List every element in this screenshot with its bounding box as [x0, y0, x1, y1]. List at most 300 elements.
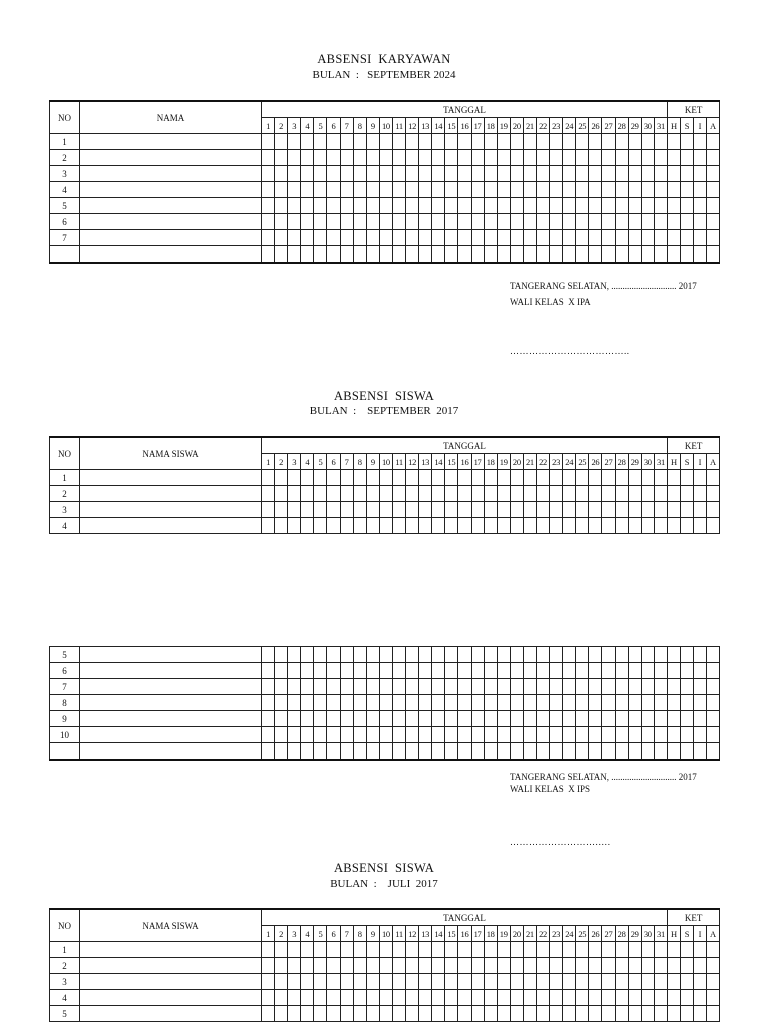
- attendance-cell: [314, 679, 327, 695]
- ket-cell: [694, 942, 707, 958]
- attendance-cell: [497, 679, 510, 695]
- attendance-cell: [419, 647, 432, 663]
- attendance-cell: [432, 486, 445, 502]
- attendance-cell: [628, 518, 641, 534]
- attendance-cell: [536, 470, 549, 486]
- attendance-cell: [379, 942, 392, 958]
- ket-cell: [707, 470, 720, 486]
- sign2-role: WALI KELAS X IPS: [510, 784, 590, 794]
- attendance-cell: [602, 974, 615, 990]
- attendance-cell: [654, 518, 667, 534]
- attendance-cell: [262, 647, 275, 663]
- attendance-cell: [419, 711, 432, 727]
- ket-cell: [707, 974, 720, 990]
- attendance-cell: [301, 182, 314, 198]
- attendance-cell: [379, 518, 392, 534]
- attendance-cell: [353, 470, 366, 486]
- ket-header: A: [707, 454, 720, 470]
- attendance-cell: [366, 958, 379, 974]
- attendance-cell: [458, 958, 471, 974]
- attendance-cell: [628, 166, 641, 182]
- attendance-cell: [550, 214, 563, 230]
- row-number: 10: [50, 727, 80, 743]
- attendance-cell: [641, 502, 654, 518]
- attendance-cell: [471, 470, 484, 486]
- attendance-cell: [628, 502, 641, 518]
- row-number: 3: [50, 974, 80, 990]
- attendance-cell: [392, 647, 405, 663]
- date-header: 23: [550, 118, 563, 134]
- attendance-cell: [458, 990, 471, 1006]
- date-header: 26: [589, 118, 602, 134]
- attendance-cell: [419, 974, 432, 990]
- attendance-cell: [628, 198, 641, 214]
- attendance-cell: [563, 663, 576, 679]
- attendance-cell: [510, 743, 523, 761]
- ket-cell: [668, 246, 681, 264]
- ket-cell: [707, 166, 720, 182]
- attendance-cell: [523, 695, 536, 711]
- attendance-cell: [497, 150, 510, 166]
- attendance-cell: [314, 958, 327, 974]
- attendance-cell: [262, 470, 275, 486]
- ket-cell: [668, 150, 681, 166]
- attendance-cell: [589, 230, 602, 246]
- attendance-cell: [353, 182, 366, 198]
- attendance-cell: [523, 246, 536, 264]
- attendance-cell: [419, 134, 432, 150]
- attendance-cell: [589, 134, 602, 150]
- date-header: 20: [510, 926, 523, 942]
- attendance-cell: [419, 942, 432, 958]
- attendance-cell: [406, 711, 419, 727]
- attendance-cell: [432, 150, 445, 166]
- attendance-cell: [392, 230, 405, 246]
- attendance-cell: [406, 743, 419, 761]
- attendance-cell: [458, 150, 471, 166]
- attendance-cell: [536, 230, 549, 246]
- attendance-cell: [550, 230, 563, 246]
- row-number: 1: [50, 942, 80, 958]
- attendance-cell: [340, 134, 353, 150]
- ket-cell: [680, 711, 693, 727]
- attendance-cell: [615, 974, 628, 990]
- attendance-cell: [366, 214, 379, 230]
- attendance-cell: [484, 182, 497, 198]
- row-number: 7: [50, 230, 80, 246]
- ket-header: I: [694, 454, 707, 470]
- ket-cell: [694, 150, 707, 166]
- attendance-cell: [392, 990, 405, 1006]
- row-number: 4: [50, 182, 80, 198]
- attendance-cell: [301, 647, 314, 663]
- attendance-cell: [484, 150, 497, 166]
- attendance-cell: [471, 518, 484, 534]
- attendance-cell: [589, 470, 602, 486]
- ket-cell: [694, 958, 707, 974]
- attendance-cell: [458, 1006, 471, 1022]
- attendance-cell: [458, 470, 471, 486]
- attendance-cell: [654, 246, 667, 264]
- attendance-cell: [523, 679, 536, 695]
- date-header: 6: [327, 454, 340, 470]
- attendance-cell: [589, 974, 602, 990]
- attendance-cell: [301, 695, 314, 711]
- attendance-cell: [654, 727, 667, 743]
- attendance-cell: [602, 214, 615, 230]
- date-header: 13: [419, 926, 432, 942]
- row-number: 4: [50, 990, 80, 1006]
- attendance-cell: [262, 974, 275, 990]
- attendance-cell: [327, 743, 340, 761]
- attendance-cell: [628, 470, 641, 486]
- name-cell: [80, 990, 262, 1006]
- attendance-cell: [262, 727, 275, 743]
- attendance-cell: [536, 246, 549, 264]
- attendance-cell: [366, 990, 379, 1006]
- attendance-cell: [301, 974, 314, 990]
- ket-cell: [668, 486, 681, 502]
- attendance-cell: [445, 679, 458, 695]
- col-header-name: NAMA: [80, 101, 262, 134]
- attendance-cell: [340, 1006, 353, 1022]
- date-header: 28: [615, 118, 628, 134]
- attendance-cell: [615, 695, 628, 711]
- date-header: 1: [262, 118, 275, 134]
- attendance-cell: [563, 647, 576, 663]
- ket-cell: [680, 743, 693, 761]
- date-header: 19: [497, 454, 510, 470]
- attendance-cell: [353, 246, 366, 264]
- attendance-cell: [536, 150, 549, 166]
- attendance-cell: [536, 166, 549, 182]
- col-header-no: NO: [50, 101, 80, 134]
- attendance-cell: [392, 974, 405, 990]
- attendance-cell: [641, 150, 654, 166]
- attendance-cell: [563, 166, 576, 182]
- ket-cell: [681, 134, 694, 150]
- table-row: [50, 743, 720, 761]
- row-number: 2: [50, 486, 80, 502]
- attendance-cell: [458, 695, 471, 711]
- attendance-cell: [458, 134, 471, 150]
- ket-cell: [680, 647, 693, 663]
- attendance-cell: [510, 166, 523, 182]
- attendance-cell: [497, 727, 510, 743]
- ket-cell: [707, 502, 720, 518]
- date-header: 11: [392, 118, 405, 134]
- attendance-cell: [275, 1006, 288, 1022]
- attendance-cell: [301, 942, 314, 958]
- attendance-cell: [654, 958, 667, 974]
- attendance-cell: [366, 518, 379, 534]
- attendance-cell: [602, 990, 615, 1006]
- ket-cell: [668, 134, 681, 150]
- attendance-cell: [288, 214, 301, 230]
- attendance-cell: [406, 679, 419, 695]
- attendance-cell: [301, 958, 314, 974]
- ket-cell: [681, 198, 694, 214]
- attendance-cell: [353, 990, 366, 1006]
- attendance-cell: [392, 663, 405, 679]
- attendance-cell: [563, 246, 576, 264]
- attendance-cell: [615, 711, 628, 727]
- attendance-cell: [327, 518, 340, 534]
- attendance-cell: [406, 166, 419, 182]
- ket-header: A: [707, 926, 720, 942]
- attendance-cell: [392, 182, 405, 198]
- attendance-cell: [628, 1006, 641, 1022]
- attendance-cell: [523, 990, 536, 1006]
- date-header: 1: [262, 926, 275, 942]
- attendance-cell: [353, 711, 366, 727]
- attendance-cell: [576, 198, 589, 214]
- attendance-cell: [392, 679, 405, 695]
- attendance-cell: [392, 1006, 405, 1022]
- ket-cell: [668, 518, 681, 534]
- attendance-cell: [406, 942, 419, 958]
- date-header: 3: [288, 926, 301, 942]
- attendance-cell: [576, 743, 589, 761]
- attendance-cell: [392, 470, 405, 486]
- attendance-cell: [550, 663, 563, 679]
- attendance-cell: [392, 486, 405, 502]
- attendance-cell: [615, 182, 628, 198]
- attendance-cell: [641, 470, 654, 486]
- date-header: 13: [419, 118, 432, 134]
- attendance-cell: [602, 958, 615, 974]
- attendance-cell: [366, 182, 379, 198]
- attendance-cell: [497, 942, 510, 958]
- attendance-cell: [602, 647, 615, 663]
- attendance-cell: [523, 727, 536, 743]
- attendance-cell: [654, 182, 667, 198]
- attendance-cell: [510, 518, 523, 534]
- attendance-cell: [510, 974, 523, 990]
- date-header: 3: [288, 118, 301, 134]
- attendance-cell: [275, 246, 288, 264]
- attendance-cell: [301, 727, 314, 743]
- attendance-cell: [275, 695, 288, 711]
- attendance-cell: [406, 246, 419, 264]
- row-number: 7: [50, 679, 80, 695]
- attendance-cell: [406, 958, 419, 974]
- attendance-cell: [366, 663, 379, 679]
- attendance-cell: [288, 695, 301, 711]
- attendance-cell: [366, 134, 379, 150]
- attendance-cell: [275, 518, 288, 534]
- attendance-cell: [445, 663, 458, 679]
- attendance-cell: [484, 711, 497, 727]
- attendance-cell: [536, 727, 549, 743]
- row-number: 6: [50, 663, 80, 679]
- attendance-cell: [392, 695, 405, 711]
- attendance-cell: [641, 518, 654, 534]
- attendance-cell: [327, 1006, 340, 1022]
- attendance-cell: [419, 743, 432, 761]
- attendance-cell: [576, 502, 589, 518]
- attendance-cell: [340, 958, 353, 974]
- attendance-cell: [654, 230, 667, 246]
- ket-cell: [667, 711, 680, 727]
- attendance-cell: [654, 711, 667, 727]
- attendance-cell: [589, 679, 602, 695]
- attendance-cell: [654, 663, 667, 679]
- attendance-cell: [445, 502, 458, 518]
- ket-header: I: [694, 926, 707, 942]
- attendance-cell: [563, 679, 576, 695]
- attendance-cell: [497, 974, 510, 990]
- attendance-cell: [641, 182, 654, 198]
- attendance-cell: [550, 134, 563, 150]
- ket-cell: [706, 647, 719, 663]
- attendance-cell: [510, 695, 523, 711]
- attendance-cell: [550, 974, 563, 990]
- attendance-cell: [471, 150, 484, 166]
- date-header: 8: [353, 926, 366, 942]
- attendance-cell: [445, 198, 458, 214]
- attendance-cell: [536, 695, 549, 711]
- sign1-role: WALI KELAS X IPA: [510, 297, 591, 307]
- ket-cell: [668, 958, 681, 974]
- ket-cell: [693, 647, 706, 663]
- attendance-cell: [615, 230, 628, 246]
- table-row: [50, 647, 720, 663]
- attendance-cell: [314, 942, 327, 958]
- attendance-cell: [275, 134, 288, 150]
- attendance-cell: [484, 679, 497, 695]
- attendance-cell: [419, 214, 432, 230]
- date-header: 5: [314, 454, 327, 470]
- attendance-cell: [301, 166, 314, 182]
- col-header-ket: KET: [668, 909, 720, 926]
- attendance-cell: [327, 942, 340, 958]
- attendance-cell: [262, 230, 275, 246]
- attendance-cell: [471, 663, 484, 679]
- attendance-cell: [406, 695, 419, 711]
- attendance-cell: [628, 974, 641, 990]
- attendance-cell: [510, 182, 523, 198]
- row-number: 9: [50, 711, 80, 727]
- ket-cell: [707, 150, 720, 166]
- date-header: 26: [589, 926, 602, 942]
- date-header: 7: [340, 118, 353, 134]
- ket-cell: [681, 150, 694, 166]
- date-header: 31: [654, 454, 667, 470]
- attendance-cell: [484, 198, 497, 214]
- attendance-cell: [366, 502, 379, 518]
- table-row: [50, 246, 720, 264]
- ket-cell: [694, 470, 707, 486]
- date-header: 2: [275, 926, 288, 942]
- attendance-cell: [445, 647, 458, 663]
- table-row: [50, 1006, 720, 1022]
- attendance-cell: [353, 150, 366, 166]
- attendance-cell: [301, 230, 314, 246]
- col-header-tanggal: TANGGAL: [262, 437, 668, 454]
- ket-cell: [668, 470, 681, 486]
- attendance-cell: [419, 502, 432, 518]
- attendance-cell: [262, 695, 275, 711]
- attendance-cell: [602, 134, 615, 150]
- ket-cell: [707, 958, 720, 974]
- attendance-cell: [379, 1006, 392, 1022]
- date-header: 2: [275, 118, 288, 134]
- attendance-cell: [497, 990, 510, 1006]
- attendance-cell: [379, 246, 392, 264]
- attendance-cell: [536, 214, 549, 230]
- attendance-cell: [406, 727, 419, 743]
- attendance-cell: [432, 182, 445, 198]
- attendance-cell: [523, 230, 536, 246]
- date-header: 18: [484, 118, 497, 134]
- row-number: 2: [50, 958, 80, 974]
- attendance-cell: [327, 663, 340, 679]
- attendance-cell: [340, 518, 353, 534]
- attendance-cell: [262, 958, 275, 974]
- attendance-cell: [445, 230, 458, 246]
- attendance-table-2-continued: [49, 646, 720, 761]
- attendance-cell: [497, 230, 510, 246]
- attendance-cell: [288, 743, 301, 761]
- attendance-cell: [275, 502, 288, 518]
- attendance-cell: [550, 1006, 563, 1022]
- attendance-cell: [379, 214, 392, 230]
- attendance-cell: [445, 743, 458, 761]
- attendance-cell: [353, 974, 366, 990]
- row-number: 2: [50, 150, 80, 166]
- attendance-cell: [641, 711, 654, 727]
- attendance-cell: [288, 942, 301, 958]
- attendance-cell: [628, 727, 641, 743]
- ket-cell: [681, 230, 694, 246]
- col-header-name: NAMA SISWA: [80, 909, 262, 942]
- date-header: 16: [458, 926, 471, 942]
- attendance-cell: [379, 230, 392, 246]
- attendance-cell: [523, 518, 536, 534]
- attendance-cell: [576, 990, 589, 1006]
- attendance-cell: [563, 958, 576, 974]
- attendance-cell: [314, 743, 327, 761]
- attendance-cell: [484, 1006, 497, 1022]
- attendance-cell: [510, 958, 523, 974]
- attendance-cell: [288, 486, 301, 502]
- attendance-cell: [628, 743, 641, 761]
- attendance-cell: [262, 679, 275, 695]
- date-header: 17: [471, 118, 484, 134]
- attendance-cell: [275, 470, 288, 486]
- attendance-cell: [628, 990, 641, 1006]
- attendance-cell: [563, 942, 576, 958]
- attendance-cell: [314, 214, 327, 230]
- attendance-cell: [406, 230, 419, 246]
- attendance-cell: [641, 695, 654, 711]
- attendance-cell: [458, 182, 471, 198]
- attendance-cell: [340, 230, 353, 246]
- attendance-cell: [628, 230, 641, 246]
- attendance-cell: [432, 679, 445, 695]
- attendance-cell: [406, 470, 419, 486]
- date-header: 27: [602, 454, 615, 470]
- attendance-cell: [353, 695, 366, 711]
- attendance-cell: [654, 150, 667, 166]
- attendance-cell: [366, 711, 379, 727]
- attendance-cell: [327, 230, 340, 246]
- attendance-cell: [550, 647, 563, 663]
- table-row: [50, 134, 720, 150]
- ket-cell: [668, 1006, 681, 1022]
- ket-header: A: [707, 118, 720, 134]
